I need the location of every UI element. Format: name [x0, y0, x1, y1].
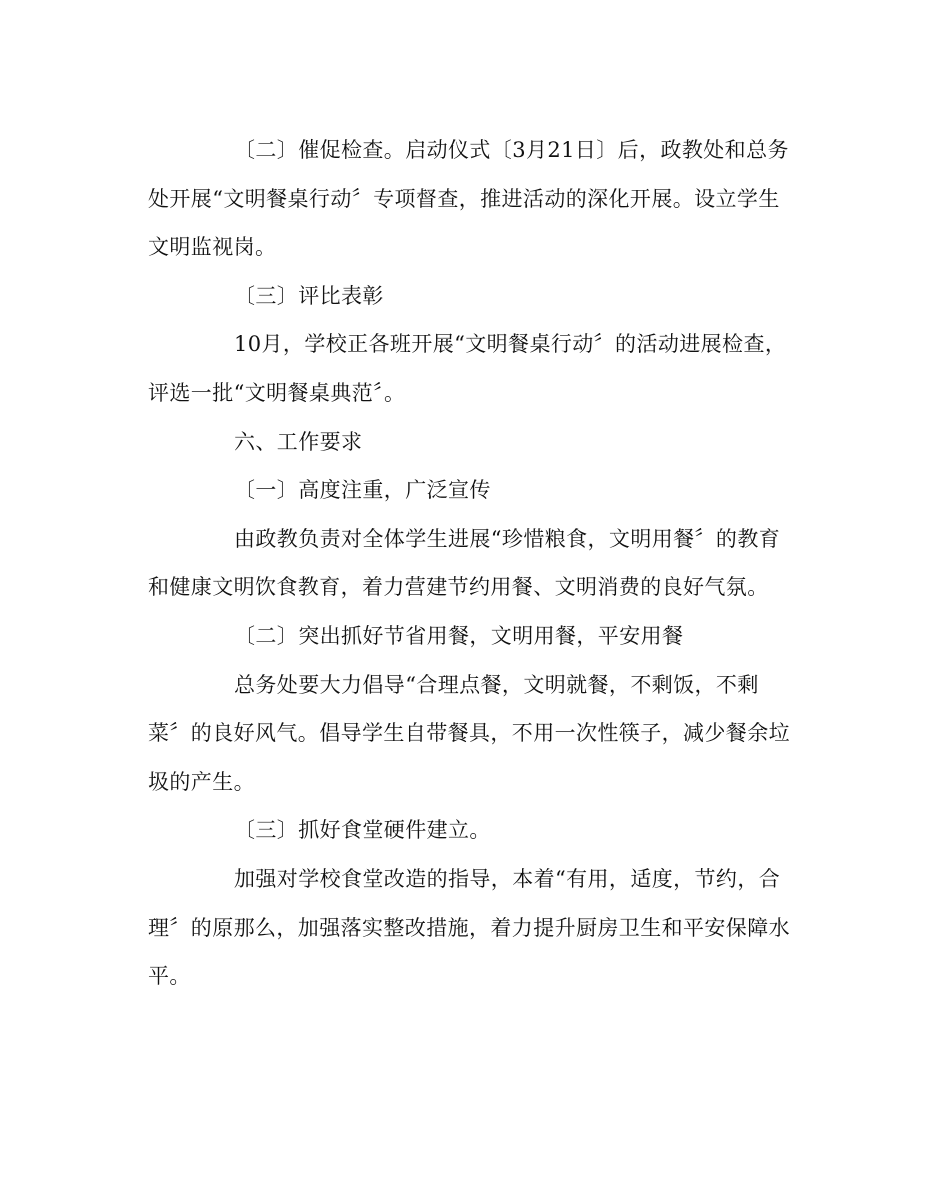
paragraph-line: 文明监视岗。: [148, 235, 277, 260]
paragraph-line: 由政教负责对全体学生进展“珍惜粮食，文明用餐〞的教育: [234, 526, 781, 551]
paragraph-line: 菜〞的良好风气。倡导学生自带餐具，不用一次性筷子，减少餐余垃: [148, 721, 790, 746]
section-heading: 〔一〕高度注重，广泛宣传: [234, 478, 491, 503]
paragraph-line: 平。: [148, 964, 191, 989]
section-heading: 〔三〕评比表彰: [234, 283, 384, 308]
paragraph-line: 和健康文明饮食教育，着力营建节约用餐、文明消费的良好气氛。: [148, 575, 769, 600]
paragraph-line: 评选一批“文明餐桌典范〞。: [148, 380, 406, 405]
paragraph-line: 理〞的原那么，加强落实整改措施，着力提升厨房卫生和平安保障水: [148, 915, 790, 940]
paragraph-line: 〔二〕催促检查。启动仪式〔3月21日〕后，政教处和总务: [234, 138, 789, 162]
section-heading: 〔二〕突出抓好节省用餐，文明用餐，平安用餐: [234, 623, 684, 648]
document-page: [148, 126, 802, 1001]
section-heading: 〔三〕抓好食堂硬件建立。: [234, 818, 491, 843]
section-heading: 六、工作要求: [234, 429, 363, 454]
paragraph-line: 总务处要大力倡导“合理点餐，文明就餐，不剩饭，不剩: [234, 672, 759, 697]
paragraph-line: 10月，学校正各班开展“文明餐桌行动〞的活动进展检查，: [234, 332, 787, 357]
paragraph-line: 圾的产生。: [148, 769, 255, 794]
paragraph-line: 处开展“文明餐桌行动〞专项督查，推进活动的深化开展。设立学生: [148, 186, 780, 211]
paragraph-line: 加强对学校食堂改造的指导，本着“有用，适度，节约，合: [234, 866, 781, 891]
